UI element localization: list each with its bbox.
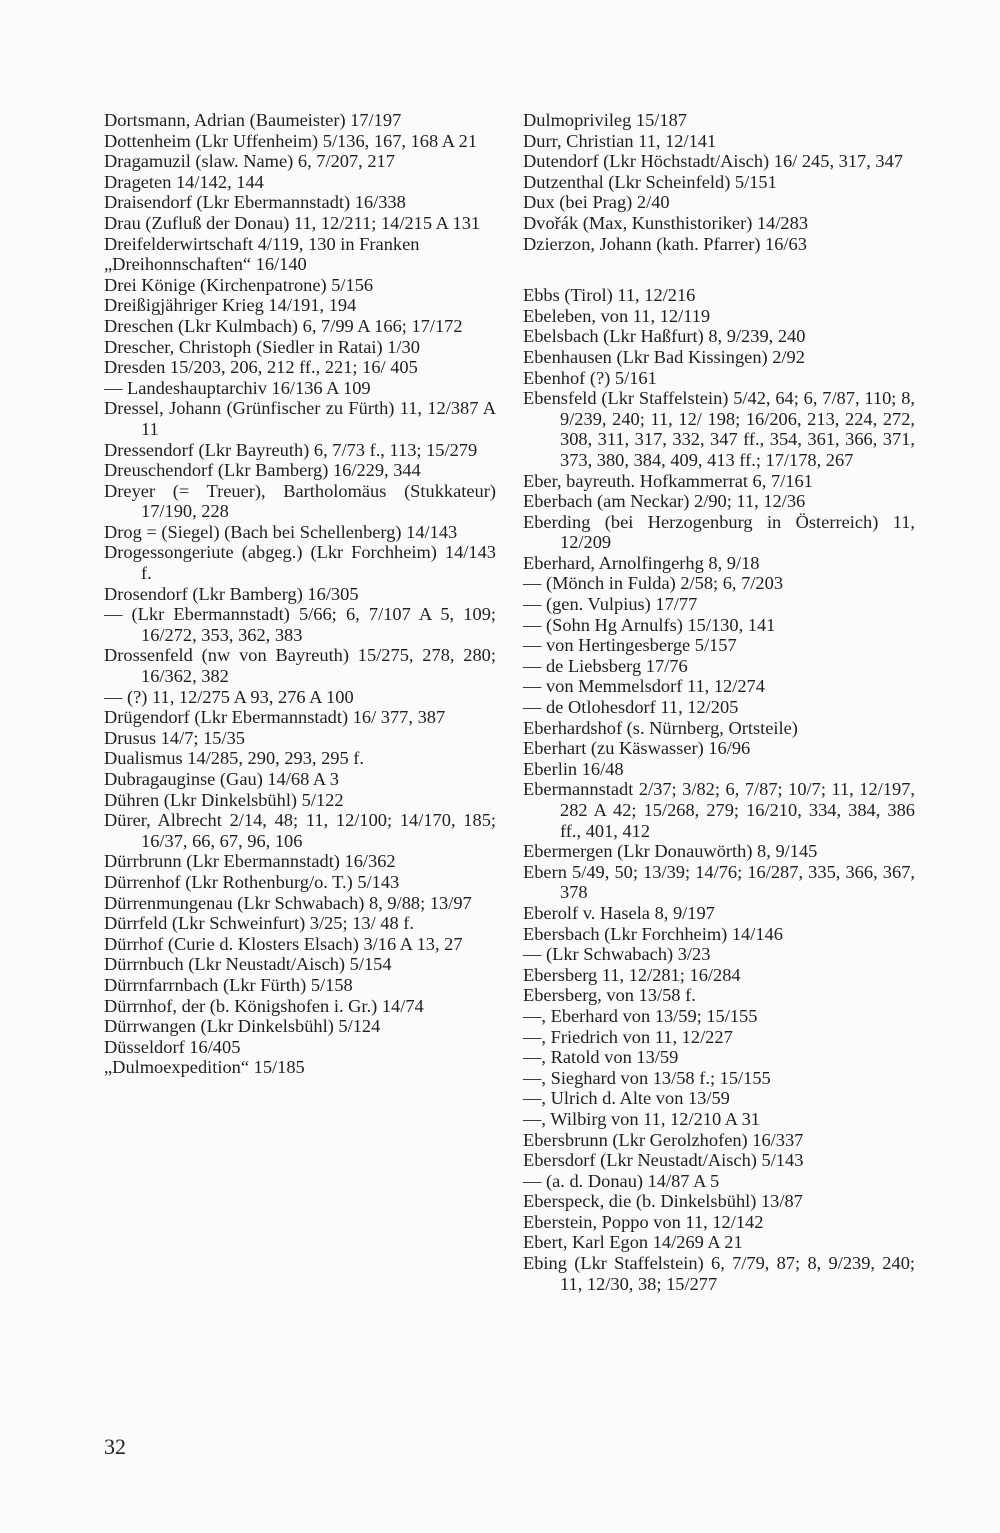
index-entry: Dürrbrunn (Lkr Ebermannstadt) 16/362 (104, 851, 396, 872)
index-entry: Eberhardshof (s. Nürnberg, Ortsteile) (523, 717, 798, 738)
index-entry: Dulmoprivileg 15/187 (523, 110, 687, 130)
index-entry: Dühren (Lkr Dinkelsbühl) 5/122 (104, 789, 344, 810)
index-entry: Dzierzon, Johann (kath. Pfarrer) 16/63 (523, 233, 807, 254)
index-entry: Dürrnfarrnbach (Lkr Fürth) 5/158 (104, 974, 353, 995)
index-entry: Ebersberg 11, 12/281; 16/284 (523, 964, 741, 985)
index-entry: Drossenfeld (nw von Bayreuth) 15/275, 278, 280; 16/362, 382 (104, 645, 496, 687)
index-entry: Dreschen (Lkr Kulmbach) 6, 7/99 A 166; 17/172 (104, 315, 463, 336)
index-entry: —, Ratold von 13/59 (523, 1047, 679, 1068)
index-entry: Drescher, Christoph (Siedler in Ratai) 1/30 (104, 336, 420, 357)
index-entry: —, Sieghard von 13/58 f.; 15/155 (523, 1067, 771, 1088)
index-entry: Ebermannstadt 2/37; 3/82; 6, 7/87; 10/7; 11, 12/197, 282 A 42; 15/268, 279; 16/210, 334, 384, 386 ff., 401, 412 (523, 779, 915, 841)
index-entry: Dottenheim (Lkr Uffenheim) 5/136, 167, 168 A 21 (104, 130, 478, 151)
index-entry: Ebensfeld (Lkr Staffelstein) 5/42, 64; 6, 7/87, 110; 8, 9/239, 240; 11, 12/ 198; 16/206, 213, 224, 272, 308, 311, 317, 332, 347 ff., 354, 361, 366, 371, 373, 380, 384, 409, 413 ff.; 17/178, 267 (523, 388, 915, 470)
index-entry: Ebersbrunn (Lkr Gerolzhofen) 16/337 (523, 1129, 804, 1150)
index-entry: Dürrenmungenau (Lkr Schwabach) 8, 9/88; 13/97 (104, 892, 472, 913)
index-entry: Dubragauginse (Gau) 14/68 A 3 (104, 769, 339, 789)
index-entry: Eberhard, Arnolfingerhg 8, 9/18 (523, 552, 760, 573)
index-entry: Ebert, Karl Egon 14/269 A 21 (523, 1232, 743, 1253)
index-entry: Drogessongeriute (abgeg.) (Lkr Forchheim) 14/143 f. (104, 542, 496, 584)
index-entry: Düsseldorf 16/405 (104, 1036, 241, 1057)
index-entry: Dvořák (Max, Kunsthistoriker) 14/283 (523, 212, 809, 233)
index-entry: Ebenhof (?) 5/161 (523, 367, 657, 388)
index-entry: Ebing (Lkr Staffelstein) 6, 7/79, 87; 8, 9/239, 240; 11, 12/30, 38; 15/277 (523, 1253, 915, 1294)
index-entry: Dürrnhof, der (b. Königshofen i. Gr.) 14/74 (104, 995, 424, 1016)
index-entry: Durr, Christian 11, 12/141 (523, 130, 717, 151)
index-entry: Dreyer (= Treuer), Bartholomäus (Stukkateur) 17/190, 228 (104, 480, 496, 522)
section-gap (523, 254, 915, 285)
index-entry: Dresden 15/203, 206, 212 ff., 221; 16/ 405 (104, 357, 418, 378)
index-entry: — von Memmelsdorf 11, 12/274 (523, 676, 765, 697)
index-entry: —, Friedrich von 11, 12/227 (523, 1026, 733, 1047)
index-entry: — de Otlohesdorf 11, 12/205 (523, 697, 739, 718)
index-entry: Eberlin 16/48 (523, 758, 624, 779)
index-entry: Eberspeck, die (b. Dinkelsbühl) 13/87 (523, 1191, 803, 1212)
index-entry: Ebermergen (Lkr Donauwörth) 8, 9/145 (523, 841, 818, 862)
index-entry: Dualismus 14/285, 290, 293, 295 f. (104, 748, 365, 769)
index-entry: — (Lkr Schwabach) 3/23 (523, 944, 711, 965)
index-entry: Dürer, Albrecht 2/14, 48; 11, 12/100; 14/170, 185; 16/37, 66, 67, 96, 106 (104, 810, 496, 851)
index-entry: —, Ulrich d. Alte von 13/59 (523, 1088, 730, 1109)
index-entry: Eberolf v. Hasela 8, 9/197 (523, 902, 715, 923)
index-entry: Ebelsbach (Lkr Haßfurt) 8, 9/239, 240 (523, 326, 806, 347)
index-entry: Drau (Zufluß der Donau) 11, 12/211; 14/215 A 131 (104, 212, 481, 233)
index-entry: Drügendorf (Lkr Ebermannstadt) 16/ 377, 387 (104, 707, 446, 728)
index-entry: Dragamuzil (slaw. Name) 6, 7/207, 217 (104, 151, 395, 172)
index-entry: — (?) 11, 12/275 A 93, 276 A 100 (104, 686, 354, 707)
index-group-d (523, 110, 915, 254)
index-entry: Drei Könige (Kirchenpatrone) 5/156 (104, 274, 374, 295)
index-entry: Dressendorf (Lkr Bayreuth) 6, 7/73 f., 113; 15/279 (104, 439, 478, 460)
index-entry: Dreifelderwirtschaft 4/119, 130 in Franken (104, 233, 420, 254)
index-entry: — (Sohn Hg Arnulfs) 15/130, 141 (523, 614, 776, 635)
index-entry: Dressel, Johann (Grünfischer zu Fürth) 11, 12/387 A 11 (104, 398, 496, 439)
index-entry: Dürrwangen (Lkr Dinkelsbühl) 5/124 (104, 1016, 381, 1037)
index-entry: Eberhart (zu Käswasser) 16/96 (523, 738, 751, 759)
index-entry: Dürrnbuch (Lkr Neustadt/Aisch) 5/154 (104, 954, 392, 975)
index-entry: Draisendorf (Lkr Ebermannstadt) 16/338 (104, 192, 406, 213)
index-column-left (104, 110, 496, 1078)
index-entry: Dortsmann, Adrian (Baumeister) 17/197 (104, 110, 402, 130)
index-entry: —, Wilbirg von 11, 12/210 A 31 (523, 1108, 760, 1129)
index-column-right (523, 110, 915, 1294)
page-number: 32 (104, 1434, 126, 1459)
index-entry: Drusus 14/7; 15/35 (104, 727, 246, 748)
index-entry: — (Mönch in Fulda) 2/58; 6, 7/203 (523, 573, 784, 594)
index-entry: Ebern 5/49, 50; 13/39; 14/76; 16/287, 335, 366, 367, 378 (523, 861, 915, 903)
index-entry: Ebenhausen (Lkr Bad Kissingen) 2/92 (523, 346, 805, 367)
index-entry: Eberbach (am Neckar) 2/90; 11, 12/36 (523, 491, 806, 512)
index-entry: Ebersdorf (Lkr Neustadt/Aisch) 5/143 (523, 1150, 804, 1171)
index-entry: Dux (bei Prag) 2/40 (523, 192, 670, 213)
index-entry: Dutendorf (Lkr Höchstadt/Aisch) 16/ 245, 317, 347 (523, 151, 904, 172)
index-entry: Eberstein, Poppo von 11, 12/142 (523, 1211, 764, 1232)
index-entry: — (a. d. Donau) 14/87 A 5 (523, 1170, 720, 1191)
index-entry: Ebersberg, von 13/58 f. (523, 985, 696, 1006)
index-entry: Dutzenthal (Lkr Scheinfeld) 5/151 (523, 171, 777, 192)
index-entry: Eber, bayreuth. Hofkammerrat 6, 7/161 (523, 470, 813, 491)
index-entry: Dreißigjähriger Krieg 14/191, 194 (104, 295, 357, 316)
index-entry: — de Liebsberg 17/76 (523, 655, 688, 676)
index-entry: Drog = (Siegel) (Bach bei Schellenberg) 14/143 (104, 521, 458, 542)
index-entry: Dürrenhof (Lkr Rothenburg/o. T.) 5/143 (104, 871, 400, 892)
index-entry: Drosendorf (Lkr Bamberg) 16/305 (104, 583, 359, 604)
index-entry: — (gen. Vulpius) 17/77 (523, 594, 698, 615)
index-entry: — (Lkr Ebermannstadt) 5/66; 6, 7/107 A 5, 109; 16/272, 353, 362, 383 (104, 604, 496, 645)
index-group-e (523, 285, 915, 1294)
index-entry: Dürrfeld (Lkr Schweinfurt) 3/25; 13/ 48 f. (104, 913, 415, 934)
index-entry: Drageten 14/142, 144 (104, 171, 264, 192)
index-entry: Ebbs (Tirol) 11, 12/216 (523, 285, 696, 306)
index-entry: Dreuschendorf (Lkr Bamberg) 16/229, 344 (104, 460, 421, 481)
index-entry: Ebeleben, von 11, 12/119 (523, 305, 711, 326)
index-entry: „Dreihonnschaften“ 16/140 (104, 254, 307, 275)
index-entry: —, Eberhard von 13/59; 15/155 (523, 1005, 758, 1026)
index-entry: Dürrhof (Curie d. Klosters Elsach) 3/16 A 13, 27 (104, 933, 463, 954)
index-entry: — Landeshauptarchiv 16/136 A 109 (104, 377, 371, 398)
index-entry: Ebersbach (Lkr Forchheim) 14/146 (523, 923, 783, 944)
index-entry: — von Hertingesberge 5/157 (523, 635, 737, 656)
index-entry: „Dulmoexpedition“ 15/185 (104, 1057, 305, 1078)
index-entry: Eberding (bei Herzogenburg in Österreich) 11, 12/209 (523, 511, 915, 553)
